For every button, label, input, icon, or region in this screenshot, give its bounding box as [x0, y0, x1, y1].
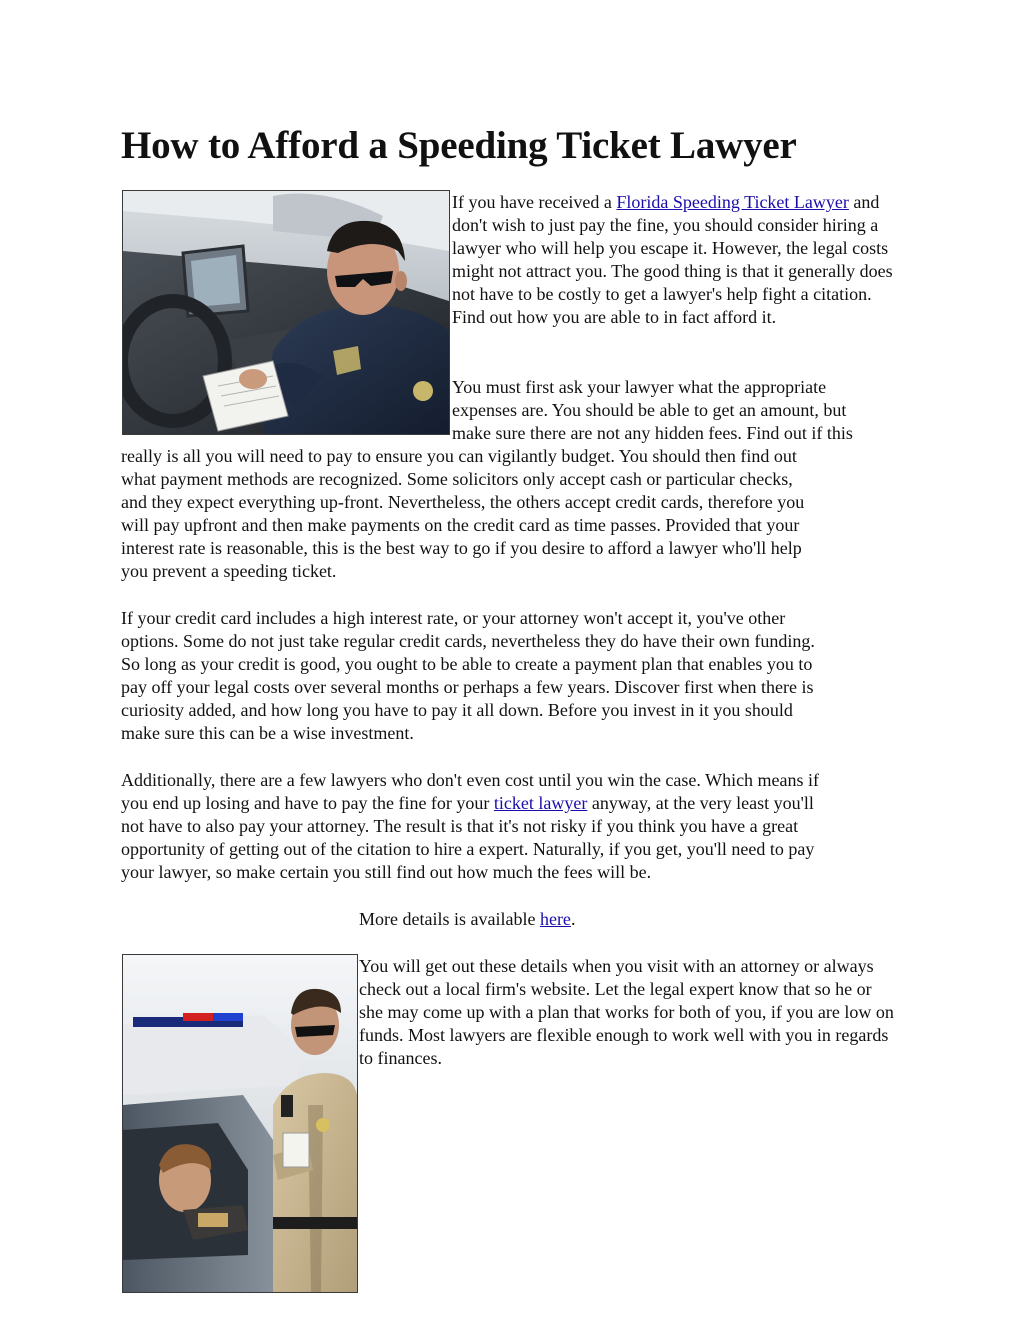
intro-text-before-link: If you have received a [452, 192, 617, 212]
expenses-line-5: what payment methods are recognized. Some solicitors only accept cash or particular checks, [121, 469, 793, 489]
credit-line-5: curiosity added, and how long you have to pay it all down. Before you invest in it you should [121, 700, 793, 720]
here-link[interactable]: here [539, 909, 571, 929]
ticket-lawyer-link[interactable]: ticket lawyer [493, 793, 588, 813]
paragraph-expenses [452, 376, 912, 445]
paragraph-intro [452, 191, 904, 329]
more-details-period: . [570, 909, 576, 929]
expenses-line-7: will pay upfront and then make payments on the credit card as time passes. Provided that your [121, 515, 800, 535]
expenses-line-2: expenses are. You should be able to get an amount, but [452, 400, 847, 420]
nowin-line-2-after: anyway, at the very least you'll [587, 793, 814, 813]
nowin-line-2-before: you end up losing and have to pay the fine for your [121, 793, 494, 813]
nowin-line-1: Additionally, there are a few lawyers who don't even cost until you win the case. Which means if [121, 770, 820, 790]
expenses-line-4: really is all you will need to pay to ensure you can vigilantly budget. You should then find out [121, 446, 797, 466]
more-details-line [359, 908, 575, 931]
expenses-line-1: You must first ask your lawyer what the appropriate [452, 377, 827, 397]
photo-officer-in-car [122, 190, 450, 435]
traffic-stop-illustration [123, 955, 357, 1292]
expenses-line-3: make sure there are not any hidden fees. Find out if this [452, 423, 853, 443]
nowin-line-3: not have to also pay your attorney. The result is that it's not risky if you think you have a great [121, 816, 799, 836]
paragraph-expenses-continued [121, 445, 921, 583]
paragraph-no-win-no-fee [121, 769, 921, 884]
credit-line-2: options. Some do not just take regular credit cards, nevertheless they do have their own funding. [121, 631, 815, 651]
officer-car-illustration [123, 191, 449, 434]
paragraph-closing: You will get out these details when you visit with an attorney or always check out a local firm's website. Let the legal expert know that so he or she may come up with a plan that works for both of you, if you are low on funds. Most lawyers are flexible enough to work well with you in regards to finances. [359, 956, 894, 1068]
expenses-line-8: interest rate is reasonable, this is the best way to go if you desire to afford a lawyer who'll help [121, 538, 802, 558]
credit-line-6: make sure this can be a wise investment. [121, 723, 414, 743]
credit-line-3: So long as your credit is good, you ought to be able to create a payment plan that enables you to [121, 654, 813, 674]
nowin-line-4: opportunity of getting out of the citation to hire a expert. Naturally, if you get, you'll need to pay [121, 839, 815, 859]
credit-line-4: pay off your legal costs over several months or perhaps a few years. Discover first when there is [121, 677, 814, 697]
nowin-line-2 [121, 792, 921, 815]
more-details-text: More details is available [359, 909, 540, 929]
intro-text-after-link: and don't wish to just pay the fine, you should consider hiring a lawyer who will help you escape it. However, the legal costs might not attract you. The good thing is that it generally does not have to be costly to get a lawyer's help fight a citation. Find out how you are able to in fact afford it. [452, 192, 893, 327]
page-title: How to Afford a Speeding Ticket Lawyer [121, 124, 797, 167]
florida-lawyer-link[interactable]: Florida Speeding Ticket Lawyer [616, 192, 849, 212]
paragraph-credit-card [121, 607, 921, 745]
nowin-line-5: your lawyer, so make certain you still find out how much the fees will be. [121, 862, 652, 882]
credit-line-1: If your credit card includes a high interest rate, or your attorney won't accept it, you've other [121, 608, 786, 628]
photo-officer-writing-ticket [122, 954, 358, 1293]
expenses-line-9: you prevent a speeding ticket. [121, 561, 337, 581]
expenses-line-6: and they expect everything up-front. Nevertheless, the others accept credit cards, therefore you [121, 492, 805, 512]
